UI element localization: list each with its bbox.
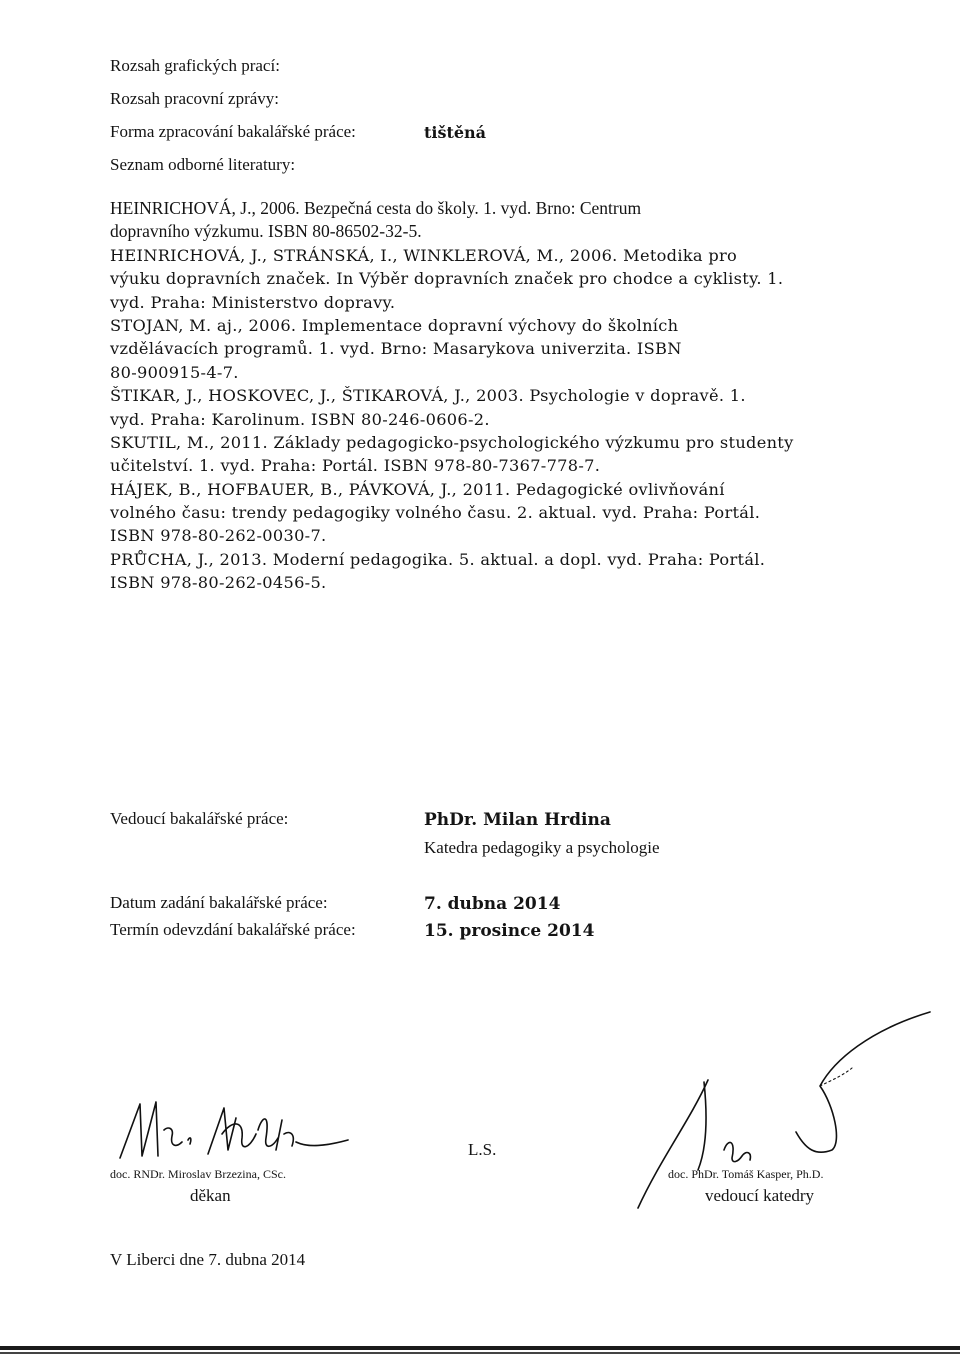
bibliography-line: 80-900915-4-7.	[110, 362, 239, 382]
place-date: V Liberci dne 7. dubna 2014	[110, 1250, 306, 1269]
scan-edge-line	[0, 1346, 960, 1350]
datum-zadani-value: 7. dubna 2014	[424, 894, 561, 914]
datum-zadani-label: Datum zadání bakalářské práce:	[110, 893, 328, 912]
scan-edge-line-secondary	[0, 1352, 960, 1354]
bibliography-line: HEINRICHOVÁ, J., STRÁNSKÁ, I., WINKLEROVÁ, M., 2006. Metodika pro	[110, 245, 738, 265]
supervisor-name: PhDr. Milan Hrdina	[424, 810, 611, 830]
dean-signature	[112, 1090, 352, 1170]
bibliography-line: ISBN 978-80-262-0030-7.	[110, 526, 327, 546]
bibliography-line: SKUTIL, M., 2011. Základy pedagogicko-psychologického výzkumu pro studenty	[110, 432, 794, 452]
seznam-label: Seznam odborné literatury:	[110, 155, 296, 174]
bibliography-line: PRŮCHA, J., 2013. Moderní pedagogika. 5. aktual. a dopl. vyd. Praha: Portál.	[110, 549, 766, 569]
bibliography-line: STOJAN, M. aj., 2006. Implementace dopravní výchovy do školních	[110, 315, 679, 335]
bibliography-line: ISBN 978-80-262-0456-5.	[110, 573, 327, 593]
seal-ls: L.S.	[468, 1140, 497, 1159]
forma-value: tištěná	[424, 123, 487, 142]
bibliography-line: učitelství. 1. vyd. Praha: Portál. ISBN 978-80-7367-778-7.	[110, 456, 601, 476]
bibliography-list	[110, 197, 890, 595]
rozsah-grafickych-label: Rozsah grafických prací:	[110, 56, 280, 75]
bibliography-line: výuku dopravních značek. In Výběr dopravních značek pro chodce a cyklisty. 1.	[110, 269, 784, 289]
dean-name: doc. RNDr. Miroslav Brzezina, CSc.	[110, 1167, 286, 1181]
bibliography-line: ŠTIKAR, J., HOSKOVEC, J., ŠTIKAROVÁ, J., 2003. Psychologie v dopravě. 1.	[110, 386, 746, 406]
supervisor-label: Vedoucí bakalářské práce:	[110, 809, 289, 828]
bibliography-line: HEINRICHOVÁ, J., 2006. Bezpečná cesta do školy. 1. vyd. Brno: Centrum	[110, 198, 642, 218]
forma-label: Forma zpracování bakalářské práce:	[110, 122, 356, 141]
head-title: vedoucí katedry	[705, 1186, 815, 1205]
head-signature	[620, 1010, 950, 1215]
supervisor-department: Katedra pedagogiky a psychologie	[424, 838, 660, 857]
bibliography-line: HÁJEK, B., HOFBAUER, B., PÁVKOVÁ, J., 2011. Pedagogické ovlivňování	[110, 479, 725, 499]
bibliography-line: volného času: trendy pedagogiky volného času. 2. aktual. vyd. Praha: Portál.	[110, 503, 761, 523]
dean-title: děkan	[190, 1186, 231, 1205]
head-name: doc. PhDr. Tomáš Kasper, Ph.D.	[668, 1167, 824, 1181]
bibliography-line: vzdělávacích programů. 1. vyd. Brno: Masarykova univerzita. ISBN	[110, 339, 682, 359]
termin-odevzdani-value: 15. prosince 2014	[424, 921, 595, 941]
termin-odevzdani-label: Termín odevzdání bakalářské práce:	[110, 920, 356, 939]
bibliography-line: dopravního výzkumu. ISBN 80-86502-32-5.	[110, 221, 422, 242]
bibliography-line: vyd. Praha: Ministerstvo dopravy.	[110, 292, 396, 312]
rozsah-zpravy-label: Rozsah pracovní zprávy:	[110, 89, 279, 108]
bibliography-line: vyd. Praha: Karolinum. ISBN 80-246-0606-2.	[110, 409, 490, 429]
